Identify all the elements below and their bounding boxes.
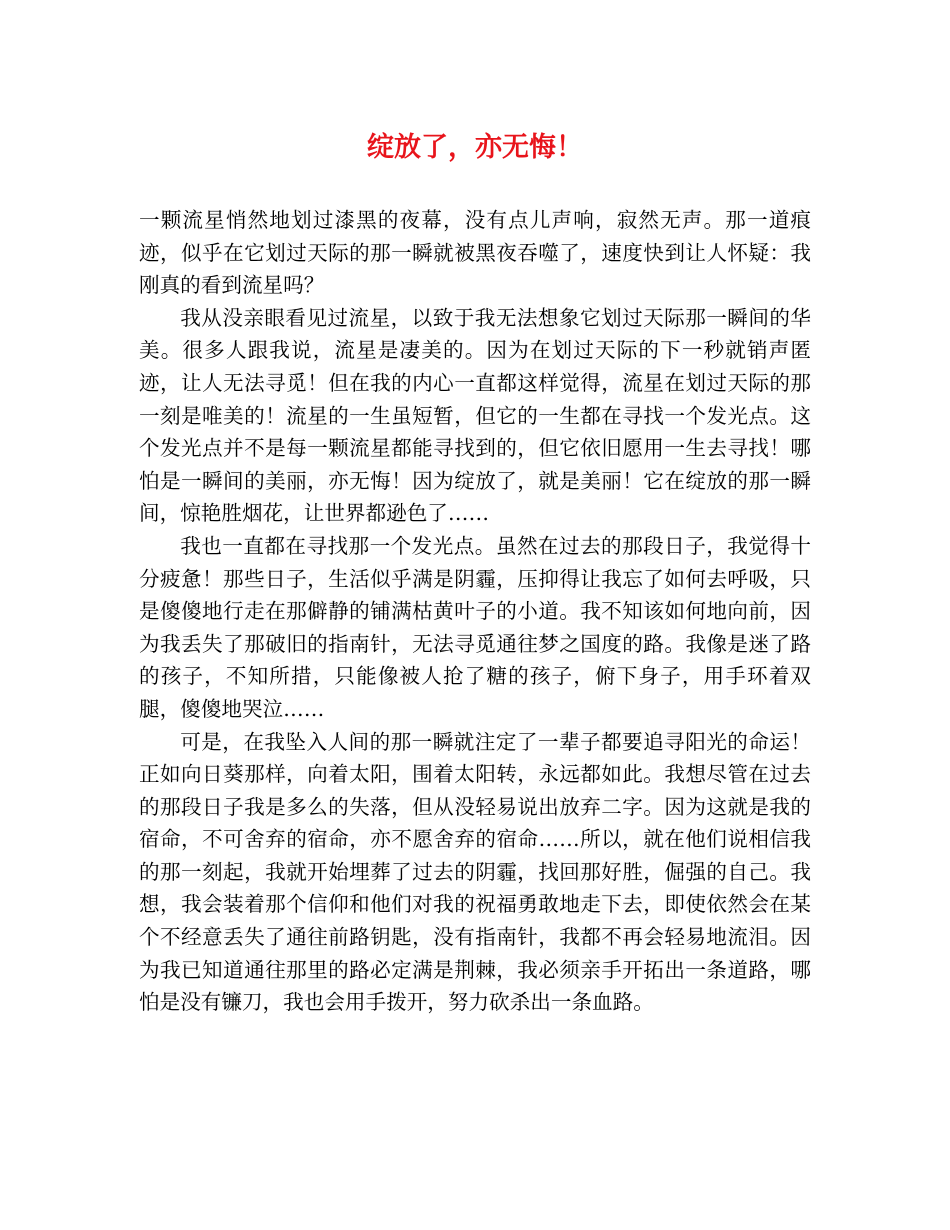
paragraph-1: 一颗流星悄然地划过漆黑的夜幕，没有点儿声响，寂然无声。那一道痕迹，似乎在它划过天际的那一瞬就被黑夜吞噬了，速度快到让人怀疑：我刚真的看到流星吗？: [139, 208, 811, 298]
paragraph-2: 我从没亲眼看见过流星，以致于我无法想象它划过天际那一瞬间的华美。很多人跟我说，流星是凄美的。因为在划过天际的下一秒就销声匿迹，让人无法寻觅！但在我的内心一直都这样觉得，流星在划过天际的那一刻是唯美的！流星的一生虽短暂，但它的一生都在寻找一个发光点。这个发光点并不是每一颗流星都能寻找到的，但它依旧愿用一生去寻找！哪怕是一瞬间的美丽，亦无悔！因为绽放了，就是美丽！它在绽放的那一瞬间，惊艳胜烟花，让世界都逊色了……: [139, 305, 811, 526]
document-title: 绽放了，亦无悔！: [367, 132, 583, 163]
paragraph-3: 我也一直都在寻找那一个发光点。虽然在过去的那段日子，我觉得十分疲惫！那些日子，生活似乎满是阴霾，压抑得让我忘了如何去呼吸，只是傻傻地行走在那僻静的铺满枯黄叶子的小道。我不知该如何地向前，因为我丢失了那破旧的指南针，无法寻觅通往梦之国度的路。我像是迷了路的孩子，不知所措，只能像被人抢了糖的孩子，俯下身子，用手环着双腿，傻傻地哭泣……: [139, 533, 811, 721]
document-body: [139, 204, 811, 1019]
paragraph-4: 可是，在我坠入人间的那一瞬就注定了一辈子都要追寻阳光的命运！正如向日葵那样，向着太阳，围着太阳转，永远都如此。我想尽管在过去的那段日子我是多么的失落，但从没轻易说出放弃二字。因为这就是我的宿命，不可舍弃的宿命，亦不愿舍弃的宿命……所以，就在他们说相信我的那一刻起，我就开始埋葬了过去的阴霾，找回那好胜，倔强的自己。我想，我会装着那个信仰和他们对我的祝福勇敢地走下去，即使依然会在某个不经意丢失了通往前路钥匙，没有指南针，我都不再会轻易地流泪。因为我已知道通往那里的路必定满是荆棘，我必须亲手开拓出一条道路，哪怕是没有镰刀，我也会用手拨开，努力砍杀出一条血路。: [139, 729, 811, 1015]
